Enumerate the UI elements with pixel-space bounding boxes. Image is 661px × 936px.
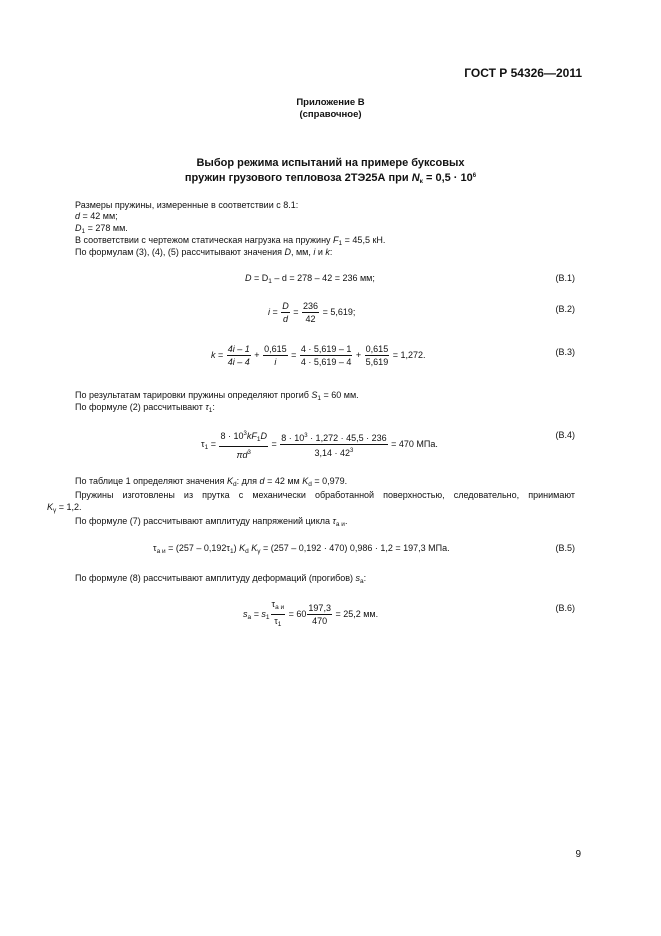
paragraph-formula2: По формуле (2) рассчитывают $\tau_1$:	[75, 402, 215, 414]
section-title-line1: Выбор режима испытаний на примере буксовых	[196, 157, 465, 169]
appendix-type: (справочное)	[299, 109, 362, 120]
paragraph-table1: По таблице 1 определяют значения $K_d$: для d = 42 мм $K_d = 0,979$.	[75, 476, 348, 488]
paragraph-kgamma: $K_\gamma = 1,2$.	[47, 502, 82, 514]
paragraph-formulas: По формулам (3), (4), (5) рассчитывают значения D, мм, i и k:	[75, 247, 333, 257]
equation-b1: $D = D_1 - d = 278 - 42 = 236$ мм;	[245, 273, 375, 285]
equation-number: (В.5)	[555, 543, 575, 553]
paragraph-springs-made: Пружины изготовлены из прутка с механически обработанной поверхностью, следовательно, принимают	[75, 490, 575, 500]
paragraph-deflection: По результатам тарировки пружины определяют прогиб $S_1 = 60$ мм.	[75, 390, 359, 402]
equation-b6: $s_a = s_1$ $\frac{\tau_{a и}}{\tau_1}$ = 60 $\frac{197,3}{470}$ = 25,2 мм.	[243, 599, 379, 628]
equation-b3: k = $\frac{4i - 1}{4i - 4}$ + $\frac{0,615}{i}$ = $\frac{4 \cdot 5,619 - 1}{4 \cdot 5,619 - 4}$ + $\frac{0,615}{5,619}$ = 1,272.	[211, 344, 426, 367]
page-number: 9	[575, 849, 581, 860]
equation-number: (В.4)	[555, 430, 575, 440]
equation-b4: $\tau_1$ = $\frac{8 \cdot 10^3kF_1D}{\pi d^3}$ = $\frac{8 \cdot 10^3 \cdot 1,272 \cdot 45,5 \cdot 236}{3,14 \cdot 42^3}$ = 470 МПа.	[201, 428, 438, 461]
paragraph-load: В соответствии с чертежом статическая нагрузка на пружину $F_1 = 45,5$ кН.	[75, 235, 386, 247]
paragraph-formula8: По формуле (8) рассчитывают амплитуду деформаций (прогибов) $s_a$:	[75, 573, 367, 585]
section-title-line2: пружин грузового тепловоза 2ТЭ25А при $N_к = 0,5 \cdot 10^6$	[184, 172, 477, 185]
appendix-label: Приложение В	[296, 97, 365, 108]
equation-number: (В.1)	[555, 273, 575, 283]
equation-number: (В.6)	[555, 603, 575, 613]
paragraph-dims-intro: Размеры пружины, измеренные в соответствии с 8.1:	[75, 200, 299, 210]
equation-b5: $\tau_{a и} = (257 - 0,192\tau_1)$ $K_d$ $K_\gamma = (257 - 0,192 \cdot 470) 0,986 \cdot 1,2 = 197,3$ МПа.	[153, 543, 450, 555]
equation-number: (В.2)	[555, 304, 575, 314]
paragraph-d: d = 42 мм;	[75, 211, 118, 221]
equation-number: (В.3)	[555, 347, 575, 357]
equation-b2: i = $\frac{D}{d}$ = $\frac{236}{42}$ = 5,619;	[268, 301, 356, 324]
standard-code: ГОСТ Р 54326—2011	[464, 66, 582, 80]
paragraph-d1: $D_1 = 278$ мм.	[75, 223, 128, 235]
paragraph-formula7: По формуле (7) рассчитывают амплитуду напряжений цикла $\tau_{a и}$.	[75, 516, 348, 528]
